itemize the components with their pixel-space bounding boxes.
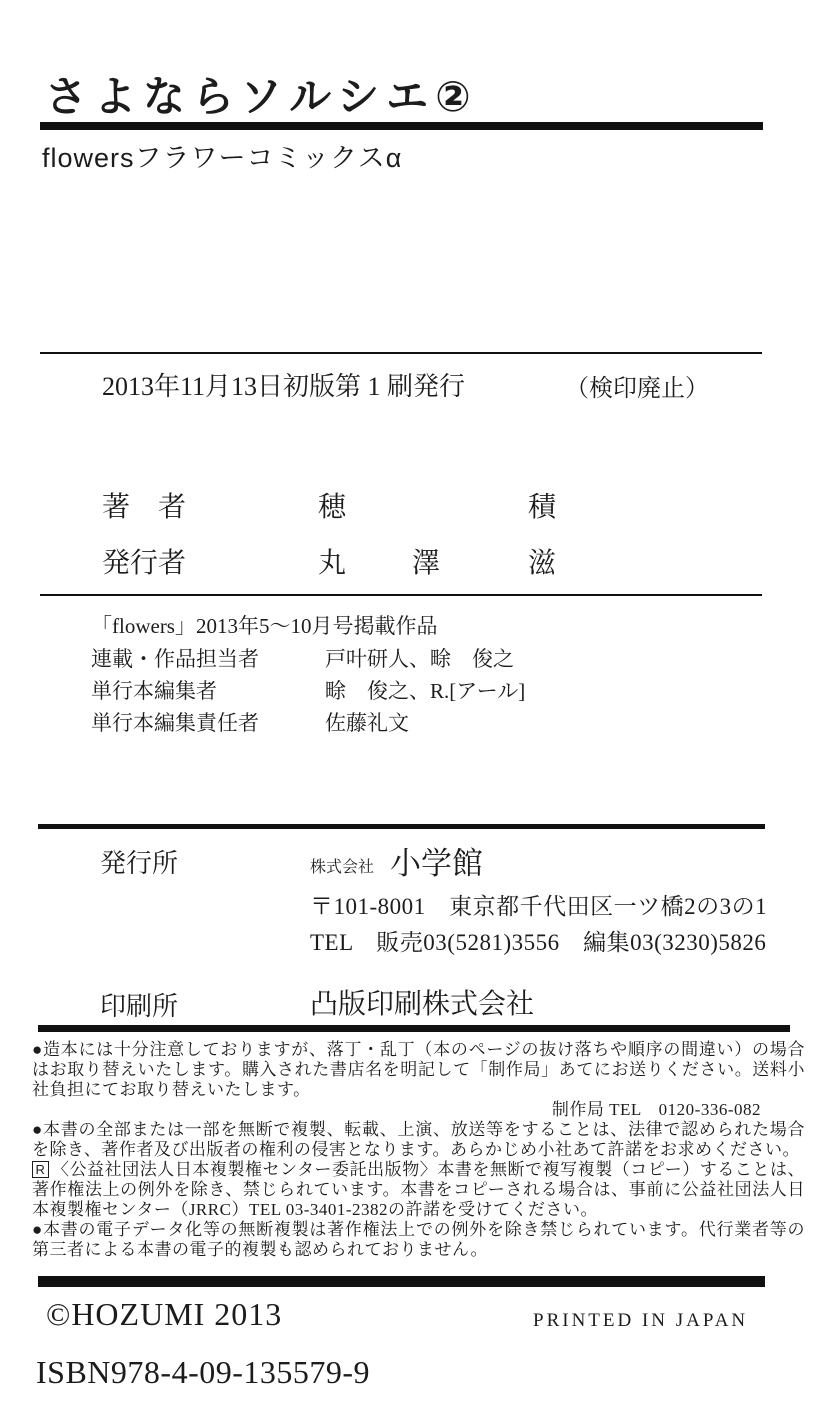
author-label: 著 者 xyxy=(102,492,187,523)
author-name-part: 穂 xyxy=(318,492,347,523)
publisher-person-label: 発行者 xyxy=(102,548,187,579)
credit-label: 連載・作品担当者 xyxy=(91,647,259,671)
credit-value: 戸叶研人、畭 俊之 xyxy=(325,647,514,671)
publishing-house-label: 発行所 xyxy=(100,849,179,878)
company-name: 小学館 xyxy=(390,846,483,881)
legal-paragraph-digital: ●本書の電子データ化等の無断複製は著作権法上での例外を除き禁じられています。代行業者等の第三者による本書の電子的複製も認められておりません。 xyxy=(32,1220,805,1259)
edition-date: 2013年11月13日初版第 1 刷発行 xyxy=(102,372,466,401)
series-imprint-label: flowersフラワーコミックスα xyxy=(42,143,403,173)
credits-divider-top xyxy=(40,594,762,596)
credit-value: 佐藤礼文 xyxy=(325,711,409,735)
edition-divider-top xyxy=(40,352,762,354)
printer-company: 凸版印刷株式会社 xyxy=(310,989,535,1020)
legal-notices xyxy=(32,1040,805,1260)
legal-paragraph-binding: ●造本には十分注意しておりますが、落丁・乱丁（本のページの抜け落ちや順序の間違い）の場合はお取り替えいたします。購入された書店名を明記して「制作局」あてにお送りください。送料小社負担にてお取り替えいたします。 xyxy=(32,1040,805,1099)
isbn-number: ISBN978-4-09-135579-9 xyxy=(36,1354,371,1390)
company-prefix: 株式会社 xyxy=(310,859,375,876)
footer-divider xyxy=(38,1276,765,1287)
legal-paragraph-copyright: ●本書の全部または一部を無断で複製、転載、上演、放送等をすることは、法律で認められた場合を除き、著作者及び出版者の権利の侵害となります。あらかじめ小社あて許諾をお求めください。 xyxy=(32,1120,805,1159)
printed-in-japan-label: PRINTED IN JAPAN xyxy=(533,1310,749,1331)
publisher-name-part: 丸 xyxy=(318,548,347,579)
title-divider xyxy=(40,122,763,130)
publisher-name-part: 澤 xyxy=(412,548,441,579)
credit-label: 単行本編集者 xyxy=(91,679,217,703)
registered-mark-icon: R xyxy=(32,1161,49,1178)
publisher-name-part: 滋 xyxy=(528,548,557,579)
legal-paragraph-reprography-text: 〈公益社団法人日本複製権センター委託出版物〉本書を無断で複写複製（コピー）することは、著作権法上の例外を除き、禁じられています。本書をコピーされる場合は、事前に公益社団法人日本複製権センター（JRRC）TEL 03-3401-2382の許諾を受けてください。 xyxy=(32,1160,805,1219)
printer-label: 印刷所 xyxy=(100,992,179,1021)
serialization-note: 「flowers」2013年5～10月号掲載作品 xyxy=(91,614,438,638)
author-name-part: 積 xyxy=(528,492,557,523)
publisher-phone: TEL 販売03(5281)3556 編集03(3230)5826 xyxy=(310,930,767,955)
inspection-abolished-note: （検印廃止） xyxy=(565,376,709,402)
publisher-divider-top xyxy=(38,824,765,829)
copyright-notice: ©HOZUMI 2013 xyxy=(46,1296,283,1332)
publisher-address: 〒101-8001 東京都千代田区一ツ橋2の3の1 xyxy=(310,894,768,919)
legal-divider-top xyxy=(38,1025,790,1032)
legal-paragraph-reprography xyxy=(32,1160,805,1220)
legal-contact-phone: 制作局 TEL 0120-336-082 xyxy=(551,1100,761,1119)
credit-label: 単行本編集責任者 xyxy=(91,711,259,735)
credit-value: 畭 俊之、R.[アール] xyxy=(325,679,526,703)
page-title: さよならソルシエ② xyxy=(45,73,478,120)
